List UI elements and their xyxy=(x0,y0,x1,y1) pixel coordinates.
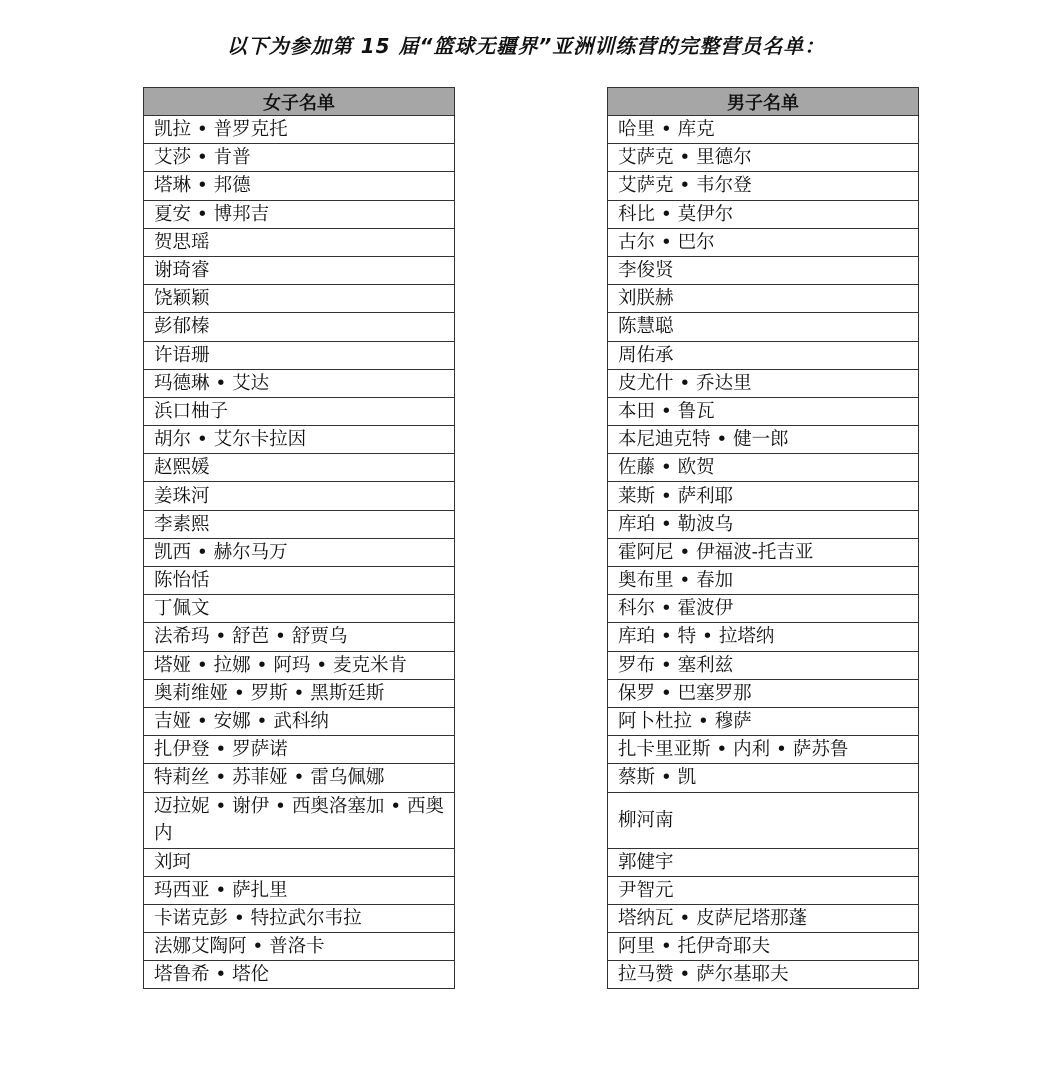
table-row xyxy=(144,144,455,172)
women-name-cell: 玛西亚 • 萨扎里 xyxy=(144,876,455,904)
table-row xyxy=(608,848,919,876)
table-row xyxy=(144,482,455,510)
men-name-cell: 陈慧聪 xyxy=(608,313,919,341)
women-name-cell: 卡诺克彭 • 特拉武尔韦拉 xyxy=(144,904,455,932)
men-name-cell: 本尼迪克特 • 健一郎 xyxy=(608,426,919,454)
table-row xyxy=(144,961,455,989)
men-name-cell: 库珀 • 勒波乌 xyxy=(608,510,919,538)
women-name-cell: 姜珠河 xyxy=(144,482,455,510)
men-name-cell: 保罗 • 巴塞罗那 xyxy=(608,679,919,707)
men-name-cell: 尹智元 xyxy=(608,876,919,904)
women-name-cell: 夏安 • 博邦吉 xyxy=(144,200,455,228)
table-row xyxy=(144,341,455,369)
women-name-cell: 贺思瑶 xyxy=(144,228,455,256)
table-row xyxy=(144,313,455,341)
men-name-cell: 科尔 • 霍波伊 xyxy=(608,595,919,623)
table-row xyxy=(608,961,919,989)
men-name-cell: 罗布 • 塞利兹 xyxy=(608,651,919,679)
women-name-cell: 塔鲁希 • 塔伦 xyxy=(144,961,455,989)
women-name-cell: 艾莎 • 肯普 xyxy=(144,144,455,172)
table-row xyxy=(144,256,455,284)
table-row xyxy=(144,679,455,707)
men-name-cell: 皮尤什 • 乔达里 xyxy=(608,369,919,397)
table-row xyxy=(608,426,919,454)
men-name-cell: 柳河南 xyxy=(608,792,919,848)
table-row xyxy=(144,623,455,651)
table-row xyxy=(144,116,455,144)
table-row xyxy=(144,736,455,764)
women-name-cell: 李素熙 xyxy=(144,510,455,538)
table-row xyxy=(608,341,919,369)
men-name-cell: 库珀 • 特 • 拉塔纳 xyxy=(608,623,919,651)
women-name-cell: 刘珂 xyxy=(144,848,455,876)
table-row xyxy=(144,454,455,482)
women-name-cell: 陈怡恬 xyxy=(144,567,455,595)
table-row xyxy=(608,651,919,679)
table-row xyxy=(608,679,919,707)
table-row xyxy=(144,369,455,397)
table-row xyxy=(144,567,455,595)
men-name-cell: 艾萨克 • 里德尔 xyxy=(608,144,919,172)
women-name-cell: 凯拉 • 普罗克托 xyxy=(144,116,455,144)
table-row xyxy=(144,426,455,454)
table-row xyxy=(144,876,455,904)
table-row xyxy=(144,904,455,932)
table-row xyxy=(144,228,455,256)
table-row xyxy=(144,848,455,876)
women-name-cell: 玛德琳 • 艾达 xyxy=(144,369,455,397)
table-row xyxy=(608,933,919,961)
men-name-cell: 佐藤 • 欧贺 xyxy=(608,454,919,482)
men-roster-table xyxy=(607,87,919,989)
women-name-cell: 谢琦睿 xyxy=(144,256,455,284)
table-row xyxy=(144,707,455,735)
table-row xyxy=(144,285,455,313)
women-name-cell: 赵熙媛 xyxy=(144,454,455,482)
table-row xyxy=(608,904,919,932)
women-name-cell: 奥莉维娅 • 罗斯 • 黑斯廷斯 xyxy=(144,679,455,707)
table-row xyxy=(144,510,455,538)
table-row xyxy=(144,200,455,228)
table-row xyxy=(144,792,455,848)
women-name-cell: 许语珊 xyxy=(144,341,455,369)
men-name-cell: 郭健宇 xyxy=(608,848,919,876)
men-name-cell: 奥布里 • 春加 xyxy=(608,567,919,595)
women-name-cell: 胡尔 • 艾尔卡拉因 xyxy=(144,426,455,454)
women-name-cell: 饶颖颖 xyxy=(144,285,455,313)
women-name-cell: 法希玛 • 舒芭 • 舒贾乌 xyxy=(144,623,455,651)
men-name-cell: 艾萨克 • 韦尔登 xyxy=(608,172,919,200)
table-row xyxy=(608,482,919,510)
table-row xyxy=(608,228,919,256)
table-row xyxy=(608,256,919,284)
table-row xyxy=(608,397,919,425)
men-name-cell: 周佑承 xyxy=(608,341,919,369)
table-row xyxy=(144,933,455,961)
table-row xyxy=(608,792,919,848)
table-row xyxy=(144,595,455,623)
table-row xyxy=(608,369,919,397)
table-row xyxy=(608,707,919,735)
men-name-cell: 霍阿尼 • 伊福波-托吉亚 xyxy=(608,538,919,566)
men-name-cell: 莱斯 • 萨利耶 xyxy=(608,482,919,510)
women-name-cell: 特莉丝 • 苏菲娅 • 雷乌佩娜 xyxy=(144,764,455,792)
table-row xyxy=(608,313,919,341)
table-row xyxy=(608,285,919,313)
page-title: 以下为参加第 15 届“篮球无疆界”亚洲训练营的完整营员名单： xyxy=(226,34,826,58)
table-header-row xyxy=(608,88,919,116)
table-row xyxy=(144,651,455,679)
table-row xyxy=(144,764,455,792)
table-row xyxy=(144,172,455,200)
table-row xyxy=(144,397,455,425)
women-name-cell: 迈拉妮 • 谢伊 • 西奥洛塞加 • 西奥内 xyxy=(144,792,455,848)
men-name-cell: 古尔 • 巴尔 xyxy=(608,228,919,256)
men-name-cell: 刘朕赫 xyxy=(608,285,919,313)
table-row xyxy=(144,538,455,566)
table-row xyxy=(608,454,919,482)
table-header-row xyxy=(144,88,455,116)
women-roster-header: 女子名单 xyxy=(144,88,455,116)
table-row xyxy=(608,876,919,904)
table-row xyxy=(608,595,919,623)
men-name-cell: 蔡斯 • 凯 xyxy=(608,764,919,792)
women-name-cell: 吉娅 • 安娜 • 武科纳 xyxy=(144,707,455,735)
men-name-cell: 阿里 • 托伊奇耶夫 xyxy=(608,933,919,961)
men-name-cell: 科比 • 莫伊尔 xyxy=(608,200,919,228)
men-name-cell: 哈里 • 库克 xyxy=(608,116,919,144)
women-name-cell: 丁佩文 xyxy=(144,595,455,623)
table-row xyxy=(608,538,919,566)
table-row xyxy=(608,172,919,200)
women-name-cell: 法娜艾陶阿 • 普洛卡 xyxy=(144,933,455,961)
table-row xyxy=(608,144,919,172)
women-name-cell: 彭郁榛 xyxy=(144,313,455,341)
women-name-cell: 凯西 • 赫尔马万 xyxy=(144,538,455,566)
men-name-cell: 拉马赞 • 萨尔基耶夫 xyxy=(608,961,919,989)
table-row xyxy=(608,736,919,764)
table-row xyxy=(608,200,919,228)
women-roster-table xyxy=(143,87,455,989)
women-name-cell: 塔琳 • 邦德 xyxy=(144,172,455,200)
table-row xyxy=(608,567,919,595)
table-row xyxy=(608,764,919,792)
table-row xyxy=(608,510,919,538)
table-row xyxy=(608,116,919,144)
men-roster-header: 男子名单 xyxy=(608,88,919,116)
men-name-cell: 本田 • 鲁瓦 xyxy=(608,397,919,425)
men-name-cell: 阿卜杜拉 • 穆萨 xyxy=(608,707,919,735)
men-name-cell: 塔纳瓦 • 皮萨尼塔那蓬 xyxy=(608,904,919,932)
women-name-cell: 浜口柚子 xyxy=(144,397,455,425)
women-name-cell: 扎伊登 • 罗萨诺 xyxy=(144,736,455,764)
women-name-cell: 塔娅 • 拉娜 • 阿玛 • 麦克米肯 xyxy=(144,651,455,679)
men-name-cell: 扎卡里亚斯 • 内利 • 萨苏鲁 xyxy=(608,736,919,764)
men-name-cell: 李俊贤 xyxy=(608,256,919,284)
table-row xyxy=(608,623,919,651)
